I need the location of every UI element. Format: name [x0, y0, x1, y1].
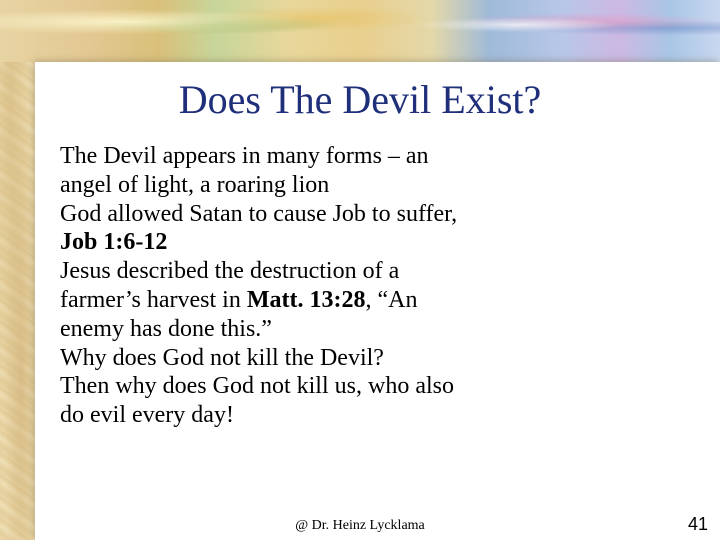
bullet-item	[0, 257, 622, 343]
bullet-text-part: Jesus described the destruction of a farmer’s harvest in	[60, 258, 400, 313]
bullet-text	[60, 142, 480, 200]
bullet-text-part: Then why does God not kill us, who also do evil every day!	[60, 373, 454, 429]
bullet-text	[60, 344, 480, 373]
footer-credit: @ Dr. Heinz Lycklama	[295, 518, 425, 533]
scripture-reference: Matt. 13:28	[246, 286, 366, 313]
slide-title: Does The Devil Exist?	[178, 77, 542, 122]
bullet-item	[0, 200, 622, 258]
scripture-reference: Job 1:6-12	[60, 229, 168, 256]
bullet-item	[0, 142, 622, 200]
bullet-list	[62, 142, 622, 430]
bullet-text	[60, 200, 480, 258]
bullet-text-part: God allowed Satan to cause Job to suffer,	[60, 200, 458, 227]
bullet-text	[60, 257, 480, 343]
slide-number: 41	[687, 514, 708, 534]
bullet-text-part: Why does God not kill the Devil?	[60, 344, 384, 371]
bullet-item	[0, 344, 622, 373]
bullet-text	[60, 372, 480, 430]
bullet-item	[0, 372, 622, 430]
top-decorative-banner	[0, 0, 720, 62]
bullet-text-part: The Devil appears in many forms – an angel of light, a roaring lion	[60, 143, 429, 198]
bullet-text-part: , “An enemy has done this.”	[60, 286, 418, 342]
